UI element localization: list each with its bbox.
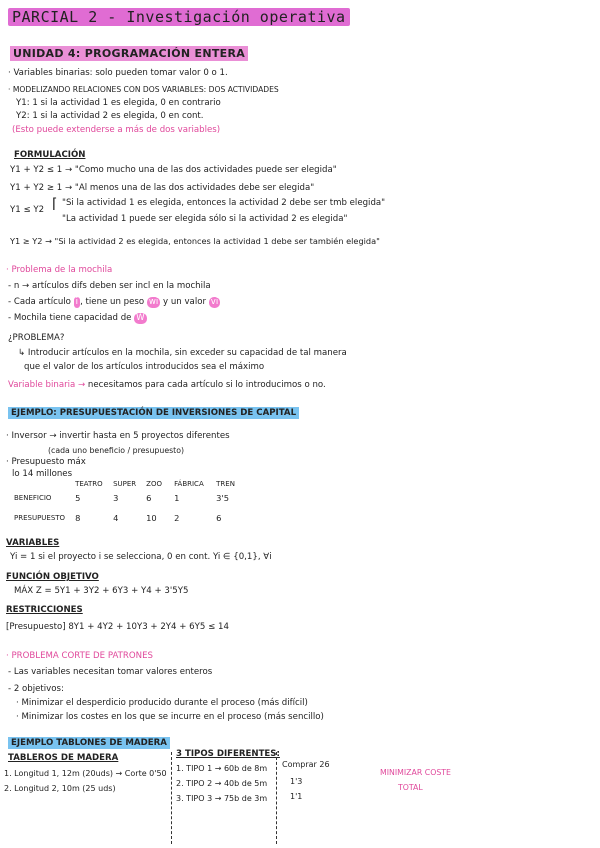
mochila-line-3: - Mochila tiene capacidad de W — [8, 313, 145, 323]
table-header-cell — [14, 480, 75, 488]
patrones-line-3: · Minimizar el desperdicio producido durante el proceso (más difícil) — [16, 698, 308, 708]
table-header-cell: TREN — [216, 480, 235, 488]
column-divider — [276, 752, 277, 844]
tipo-3: 3. TIPO 3 → 75b de 3m — [176, 794, 268, 803]
investment-table — [14, 480, 245, 528]
variables-definition: Yi = 1 si el proyecto i se selecciona, 0 en cont. Yi ∈ {0,1}, ∀i — [10, 552, 272, 562]
table-header-cell: SUPER — [113, 480, 137, 488]
table-cell: PRESUPUESTO — [14, 514, 66, 522]
tipo-1: 1. TIPO 1 → 60b de 8m — [176, 764, 268, 773]
table-cell: 6 — [216, 513, 222, 523]
ejemplo-inversiones-heading: EJEMPLO: PRESUPUESTACIÓN DE INVERSIONES DE CAPITAL — [8, 407, 299, 419]
value-1-3: 1'3 — [290, 777, 303, 786]
total-label: TOTAL — [398, 783, 423, 792]
value-1-1: 1'1 — [290, 792, 303, 801]
patrones-heading: · PROBLEMA CORTE DE PATRONES — [6, 651, 153, 661]
presupuesto-amount: lo 14 millones — [12, 469, 73, 479]
problema-heading: ¿PROBLEMA? — [8, 333, 65, 343]
tablero-longitud-2: 2. Longitud 2, 10m (25 uds) — [4, 784, 116, 793]
table-row — [14, 508, 245, 528]
variable-binaria-line: Variable binaria → necesitamos para cada artículo si lo introducimos o no. — [8, 380, 326, 390]
mochila-heading: · Problema de la mochila — [6, 265, 113, 275]
table-header-row — [14, 480, 245, 488]
table-cell: 1 — [174, 493, 180, 503]
restriccion-presupuesto: [Presupuesto] 8Y1 + 4Y2 + 10Y3 + 2Y4 + 6Y5 ≤ 14 — [6, 622, 229, 632]
table-header-cell: FÁBRICA — [174, 480, 204, 488]
problema-line-1: ↳ Introducir artículos en la mochila, sin exceder su capacidad de tal manera — [18, 348, 347, 358]
patrones-line-4: · Minimizar los costes en los que se incurre en el proceso (más sencillo) — [16, 712, 324, 722]
vi-highlight: vi — [210, 297, 219, 307]
formula-row-3a: "Si la actividad 1 es elegida, entonces la actividad 2 debe ser tmb elegida" — [62, 198, 386, 208]
table-cell: 3'5 — [216, 493, 229, 503]
table-header-cell: TEATRO — [75, 480, 103, 488]
variables-heading: VARIABLES — [6, 538, 60, 548]
i-highlight: i — [75, 297, 79, 307]
table-header-cell: ZOO — [146, 480, 162, 488]
inversor-note: (cada uno beneficio / presupuesto) — [48, 446, 185, 455]
modeling-line: · MODELIZANDO RELACIONES CON DOS VARIABLES: DOS ACTIVIDADES — [8, 85, 279, 94]
column-divider — [171, 752, 172, 844]
formula-row-2: Y1 + Y2 ≥ 1 → "Al menos una de las dos actividades debe ser elegida" — [10, 183, 315, 193]
formula-row-3-label: Y1 ≤ Y2 — [10, 205, 45, 215]
extension-note: (Esto puede extenderse a más de dos variables) — [12, 125, 221, 135]
patrones-line-2: - 2 objetivos: — [8, 684, 64, 694]
table-cell: 5 — [75, 493, 81, 503]
comprar-line: Comprar 26 — [282, 760, 330, 769]
formula-row-3b: "La actividad 1 puede ser elegida sólo si la actividad 2 es elegida" — [62, 214, 348, 224]
tableros-heading: TABLEROS DE MADERA — [8, 753, 119, 763]
brace-icon: ⌈ — [52, 196, 58, 212]
table-cell: 2 — [174, 513, 180, 523]
patrones-line-1: - Las variables necesitan tomar valores enteros — [8, 667, 213, 677]
funcion-objetivo-heading: FUNCIÓN OBJETIVO — [6, 572, 99, 582]
y2-definition: Y2: 1 si la actividad 2 es elegida, 0 en cont. — [16, 111, 204, 121]
table-cell: 4 — [113, 513, 119, 523]
table-cell: 3 — [113, 493, 119, 503]
y1-definition: Y1: 1 si la actividad 1 es elegida, 0 en contrario — [16, 98, 221, 108]
ejemplo-tablones-heading: EJEMPLO TABLONES DE MADERA — [8, 737, 170, 749]
tipo-2: 2. TIPO 2 → 40b de 5m — [176, 779, 268, 788]
wi-highlight: wi — [148, 297, 159, 307]
table-cell: 6 — [146, 493, 152, 503]
tablero-longitud-1: 1. Longitud 1, 12m (20uds) → Corte 0'50 — [4, 769, 167, 778]
w-highlight: W — [136, 313, 145, 323]
restricciones-heading: RESTRICCIONES — [6, 605, 83, 615]
mochila-line-1: - n → artículos difs deben ser incl en la mochila — [8, 281, 211, 291]
funcion-objetivo: MÁX Z = 5Y1 + 3Y2 + 6Y3 + Y4 + 3'5Y5 — [14, 586, 189, 596]
formula-row-4: Y1 ≥ Y2 → "Si la actividad 2 es elegida, entonces la actividad 1 debe ser también elegida" — [10, 236, 380, 246]
formula-row-1: Y1 + Y2 ≤ 1 → "Como mucho una de las dos actividades puede ser elegida" — [10, 165, 337, 175]
tipos-heading: 3 TIPOS DIFERENTES: — [176, 749, 280, 759]
minimizar-coste: MINIMIZAR COSTE — [380, 768, 451, 777]
mochila-line-2: - Cada artículo i , tiene un peso wi y un valor vi — [8, 297, 219, 307]
table-row — [14, 488, 245, 508]
table-cell: 8 — [75, 513, 81, 523]
table-cell: 10 — [146, 513, 157, 523]
page-title: PARCIAL 2 - Investigación operativa — [8, 8, 350, 26]
table-cell: BENEFICIO — [14, 494, 52, 502]
presupuesto-max: · Presupuesto máx — [6, 457, 86, 467]
inversor-line: · Inversor → invertir hasta en 5 proyectos diferentes — [6, 431, 230, 441]
unit-heading: UNIDAD 4: PROGRAMACIÓN ENTERA — [10, 47, 248, 60]
formulacion-heading: FORMULACIÓN — [14, 150, 86, 160]
problema-line-2: que el valor de los artículos introducidos sea el máximo — [24, 362, 265, 372]
binary-vars-line: · Variables binarias: solo pueden tomar valor 0 o 1. — [8, 68, 228, 78]
